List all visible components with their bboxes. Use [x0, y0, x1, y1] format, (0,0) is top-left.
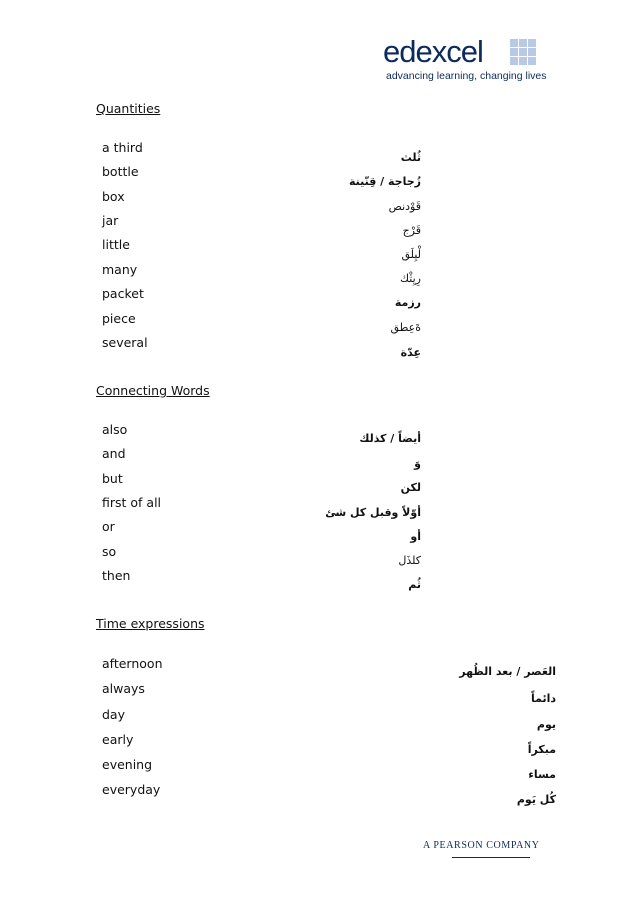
- vocab-arabic: أوّلاً وقبل كل شئ: [325, 506, 421, 519]
- vocab-english: bottle: [102, 164, 139, 179]
- vocab-english: piece: [102, 311, 136, 326]
- edexcel-logo: [383, 34, 547, 84]
- vocab-english: and: [102, 446, 126, 461]
- vocab-arabic: مساء: [528, 768, 556, 781]
- vocab-arabic: مبكراً: [527, 743, 556, 756]
- vocab-arabic: أو: [410, 530, 421, 543]
- logo-brand: edexcel: [383, 34, 483, 69]
- section-heading-time: Time expressions: [96, 616, 205, 631]
- vocab-english: so: [102, 544, 117, 559]
- logo-grid-icon: [510, 39, 537, 66]
- vocab-arabic: ثُم: [408, 578, 421, 591]
- section-heading-connecting: Connecting Words: [96, 383, 210, 398]
- vocab-english: a third: [102, 140, 143, 155]
- vocab-english: evening: [102, 757, 153, 772]
- vocab-arabic: لكن: [400, 481, 421, 494]
- vocab-arabic: ثُلث: [400, 151, 421, 164]
- vocab-english: then: [102, 568, 131, 583]
- vocab-english: jar: [102, 213, 119, 228]
- vocab-arabic: لْيِلَق: [401, 248, 421, 261]
- vocab-arabic: زُجاجة / قِنّينة: [348, 175, 421, 188]
- vocab-english: several: [102, 335, 148, 350]
- vocab-english: first of all: [102, 495, 162, 510]
- vocab-english: or: [102, 519, 115, 534]
- vocab-arabic: العَصر / بعد الظُهر: [459, 665, 556, 678]
- vocab-english: day: [102, 707, 125, 722]
- vocab-arabic: قَرْج: [402, 224, 421, 237]
- vocab-english: also: [102, 422, 128, 437]
- pearson-company-label: A PEARSON COMPANY: [423, 840, 540, 851]
- footer-divider: [452, 857, 530, 858]
- vocab-arabic: كلذَل: [398, 554, 421, 567]
- vocab-arabic: أيضاً / كذلك: [359, 432, 421, 445]
- logo-tagline: advancing learning, changing lives: [386, 70, 547, 82]
- vocab-arabic: قَوْدنص: [388, 200, 421, 213]
- vocab-arabic: رِيِثْك: [400, 272, 421, 285]
- vocab-english: packet: [102, 286, 144, 301]
- vocab-english: afternoon: [102, 656, 163, 671]
- vocab-english: little: [102, 237, 130, 252]
- vocab-english: everyday: [102, 782, 161, 797]
- section-heading-quantities: Quantities: [96, 101, 161, 116]
- vocab-arabic: يوم: [536, 718, 556, 731]
- vocab-arabic: دائماً: [530, 692, 556, 705]
- vocab-arabic: ةَعِطق: [390, 321, 421, 334]
- vocab-arabic: كُل يَوم: [516, 793, 556, 806]
- vocab-english: always: [102, 681, 145, 696]
- vocab-arabic: عِدّة: [400, 346, 421, 359]
- vocab-english: many: [102, 262, 138, 277]
- vocab-english: early: [102, 732, 134, 747]
- vocab-arabic: وَ: [414, 457, 421, 470]
- vocab-english: box: [102, 189, 125, 204]
- vocab-arabic: رزمة: [394, 296, 421, 309]
- vocab-english: but: [102, 471, 123, 486]
